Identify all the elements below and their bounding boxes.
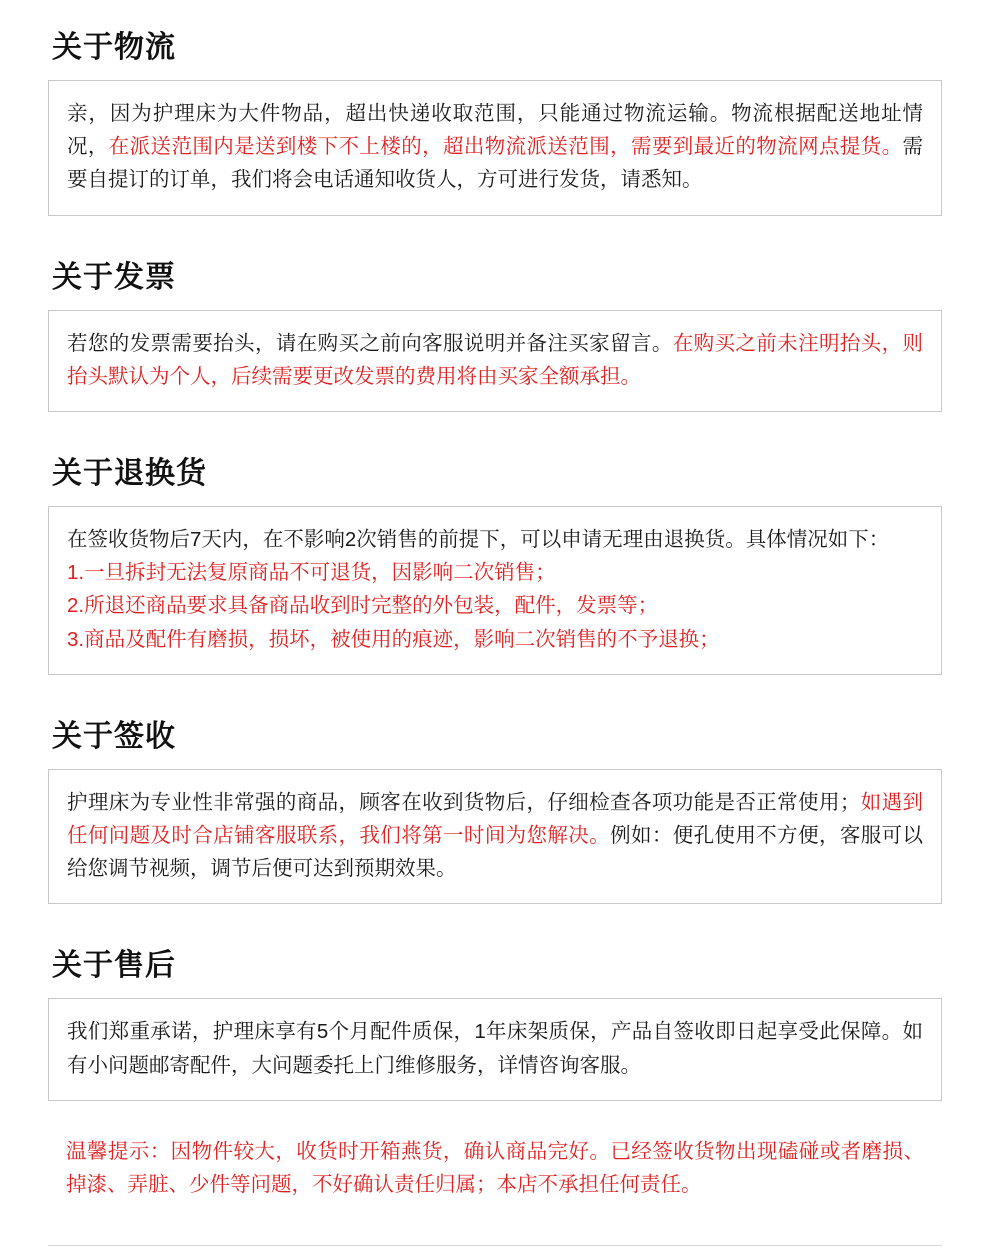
section-body — [48, 80, 942, 216]
text-run: 需要自提订的订单，我们将会电话通知收货人，方可进行发货，请悉知。 — [67, 135, 924, 192]
list-item: 1.一旦拆封无法复原商品不可退货，因影响二次销售； — [67, 561, 556, 585]
text-run: 护理床为专业性非常强的商品，顾客在收到货物后，仔细检查各项功能是否正常使用； — [67, 790, 861, 814]
paragraph — [67, 786, 923, 886]
list-item: 2.所退还商品要求具备商品收到时完整的外包装，配件，发票等； — [67, 594, 659, 618]
section-logistics — [48, 30, 942, 216]
paragraph — [67, 327, 923, 393]
text-run: 例如：便孔使用不方便，客服可以给您调节视频，调节后便可达到预期效果。 — [67, 824, 924, 881]
paragraph: 我们郑重承诺，护理床享有5个月配件质保，1年床架质保，产品自签收即日起享受此保障。如有小问题邮寄配件，大问题委托上门维修服务，详情咨询客服。 — [67, 1020, 923, 1077]
text-run-highlight: 在购买之前未注明抬头，则抬头默认为个人，后续需要更改发票的费用将由买家全额承担。 — [67, 331, 924, 388]
bottom-divider — [48, 1245, 942, 1254]
text-run-highlight: 在派送范围内是送到楼下不上楼的，超出物流派送范围，需要到最近的物流网点提货。 — [108, 135, 903, 159]
warm-tip-note: 温馨提示：因物件较大，收货时开箱燕货，确认商品完好。已经签收货物出现磕碰或者磨损、掉漆、弄脏、少件等问题，不好确认责任归属；本店不承担任何责任。 — [66, 1139, 924, 1197]
section-title: 关于物流 — [52, 31, 176, 64]
section-body — [48, 310, 942, 412]
section-receipt — [48, 719, 942, 905]
section-invoice — [48, 260, 942, 412]
list-item: 3.商品及配件有磨损，损坏，被使用的痕迹，影响二次销售的不予退换； — [67, 627, 720, 651]
section-title: 关于退换货 — [52, 457, 207, 491]
section-body — [48, 769, 942, 905]
section-body — [48, 506, 942, 675]
paragraph — [67, 97, 923, 197]
text-run-highlight: 如遇到任何问题及时合店铺客服联系，我们将第一时间为您解决。 — [67, 790, 924, 848]
paragraph: 在签收货物后7天内，在不影响2次销售的前提下，可以申请无理由退换货。具体情况如下： — [67, 528, 890, 552]
text-run: 若您的发票需要抬头，请在购买之前向客服说明并备注买家留言。 — [67, 331, 673, 355]
section-title: 关于发票 — [52, 260, 176, 294]
section-returns — [48, 456, 942, 675]
return-conditions-list — [67, 556, 923, 656]
section-title: 关于签收 — [52, 719, 176, 753]
section-body — [48, 998, 942, 1100]
section-after-sales — [48, 948, 942, 1201]
text-run: 亲，因为护理床为大件物品，超出快递收取范围，只能通过物流运输。物流根据配送地址情况， — [67, 102, 923, 159]
section-title: 关于售后 — [52, 949, 176, 983]
